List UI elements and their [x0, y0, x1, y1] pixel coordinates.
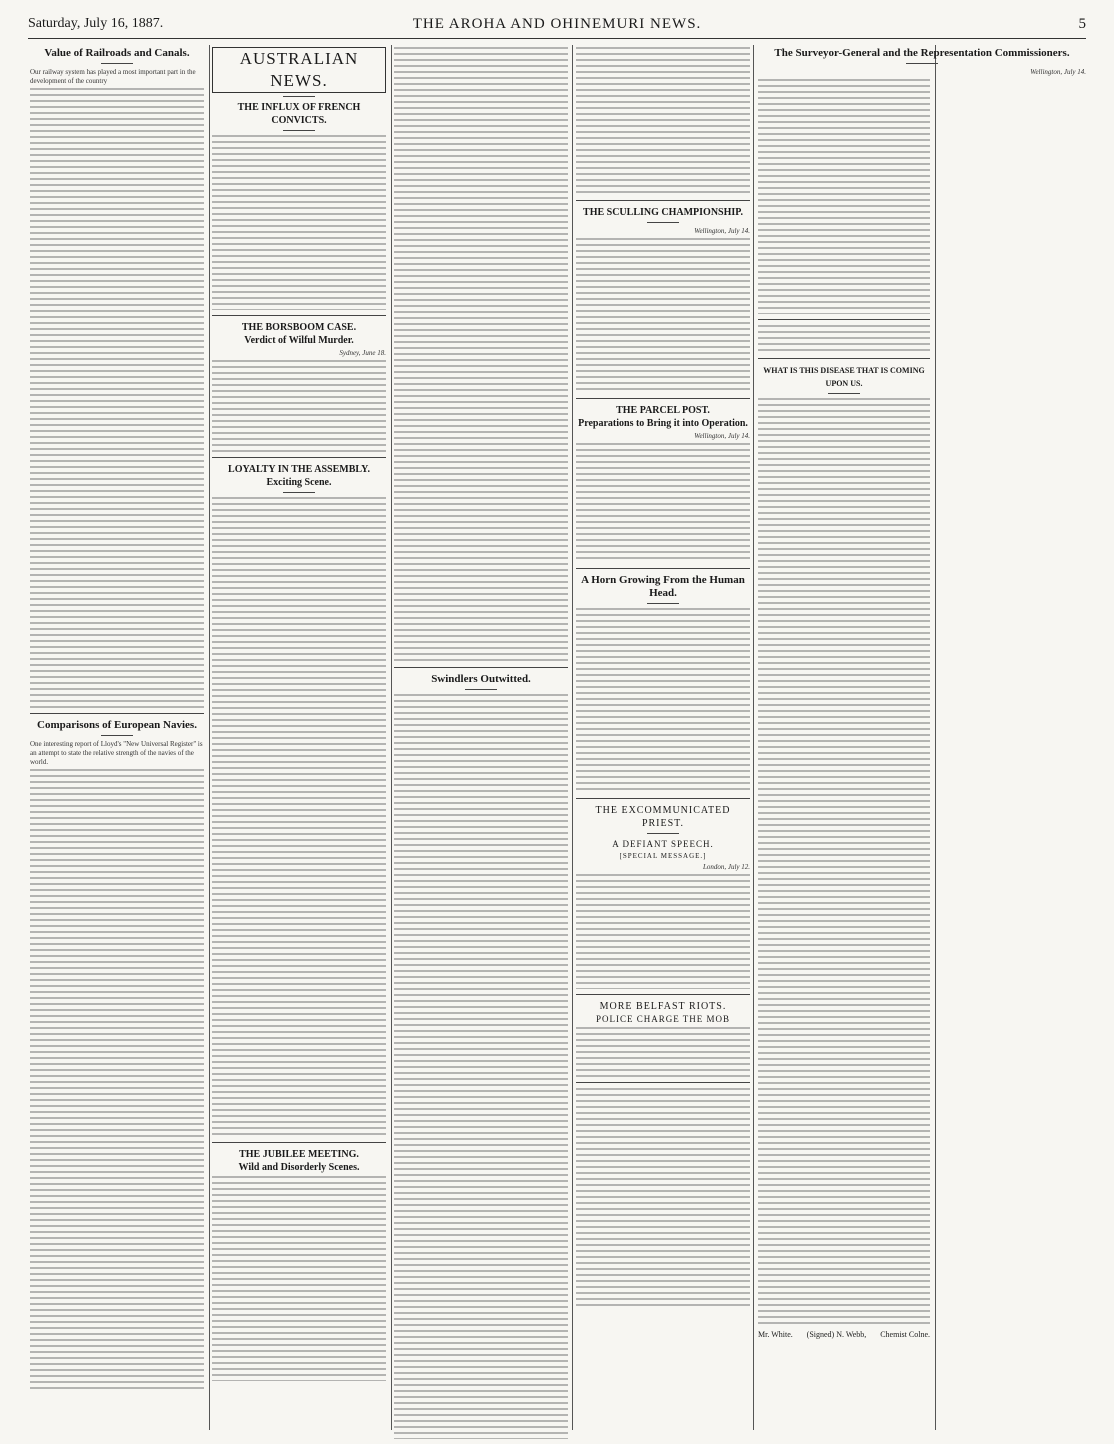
article-heading: The Surveyor-General and the Representation Commissioners.	[774, 47, 1070, 59]
article-body	[212, 135, 386, 310]
article-heading: THE BORSBOOM CASE.	[241, 322, 357, 333]
message-tag: [SPECIAL MESSAGE.]	[619, 852, 707, 860]
header-rule	[28, 38, 1086, 39]
dateline: Sydney, June 18.	[339, 349, 386, 357]
column-4	[576, 45, 750, 1432]
column-5	[758, 45, 1086, 1432]
article-lead: One interesting report of Lloyd's "New Universal Register" is an attempt to state the relative strength of the navies of the world.	[30, 740, 203, 766]
dateline: Wellington, July 14.	[694, 227, 750, 235]
column-separator	[572, 45, 573, 1430]
article-heading: LOYALTY IN THE ASSEMBLY.	[228, 464, 370, 475]
column-3	[394, 45, 568, 1432]
page-number: 5	[1078, 16, 1086, 32]
article-heading: THE SCULLING CHAMPIONSHIP.	[583, 207, 743, 218]
article-subheading: A DEFIANT SPEECH.	[612, 839, 714, 849]
article-body	[576, 874, 750, 989]
dateline: London, July 12.	[702, 863, 750, 871]
article-body	[30, 769, 204, 1389]
article-body	[576, 608, 750, 793]
section-banner: AUSTRALIAN NEWS.	[212, 47, 386, 93]
column-separator	[391, 45, 392, 1430]
article-body	[576, 443, 750, 563]
signature-name: Mr. White.	[758, 1330, 793, 1339]
article-heading: WHAT IS THIS DISEASE THAT IS COMING UPON US.	[763, 366, 925, 388]
article-subheading: Preparations to Bring it into Operation.	[578, 418, 748, 429]
article-body	[758, 79, 930, 314]
article-body	[394, 694, 568, 1439]
article-heading: THE EXCOMMUNICATED PRIEST.	[595, 805, 731, 829]
article-body	[576, 238, 750, 393]
dateline: Wellington, July 14.	[694, 432, 750, 440]
article-body	[212, 497, 386, 1137]
article-body	[576, 47, 750, 195]
article-body	[30, 88, 204, 708]
article-heading: A Horn Growing From the Human Head.	[581, 574, 745, 599]
article-heading: Value of Railroads and Canals.	[44, 47, 190, 59]
article-heading: THE PARCEL POST.	[616, 405, 710, 416]
article-heading: THE JUBILEE MEETING.	[239, 1149, 359, 1160]
dateline: Wellington, July 14.	[1030, 68, 1086, 76]
article-body	[758, 398, 930, 1328]
issue-date: Saturday, July 16, 1887.	[28, 16, 164, 31]
signature-title: Chemist Colne.	[880, 1330, 930, 1339]
article-body	[394, 47, 568, 662]
article-heading: Swindlers Outwitted.	[431, 673, 531, 685]
column-separator	[753, 45, 754, 1430]
page-header	[28, 16, 1086, 38]
article-body	[576, 1088, 750, 1308]
article-lead: Our railway system has played a most important part in the development of the country	[30, 68, 196, 85]
article-body	[758, 325, 930, 353]
article-subheading: POLICE CHARGE THE MOB	[595, 1014, 731, 1024]
column-1	[30, 45, 204, 1432]
column-2	[212, 45, 386, 1432]
signature-block	[758, 1330, 930, 1340]
article-subheading: Wild and Disorderly Scenes.	[238, 1162, 360, 1173]
article-heading: MORE BELFAST RIOTS.	[599, 1001, 727, 1012]
article-body	[212, 1176, 386, 1381]
article-heading: THE INFLUX OF FRENCH CONVICTS.	[237, 102, 361, 126]
article-body	[576, 1027, 750, 1077]
article-subheading: Verdict of Wilful Murder.	[244, 335, 354, 346]
article-heading: Comparisons of European Navies.	[37, 719, 197, 731]
article-subheading: Exciting Scene.	[266, 477, 332, 488]
signature: (Signed) N. Webb,	[806, 1330, 867, 1339]
column-separator	[209, 45, 210, 1430]
article-body	[212, 360, 386, 452]
newspaper-title: THE AROHA AND OHINEMURI NEWS.	[412, 16, 702, 32]
